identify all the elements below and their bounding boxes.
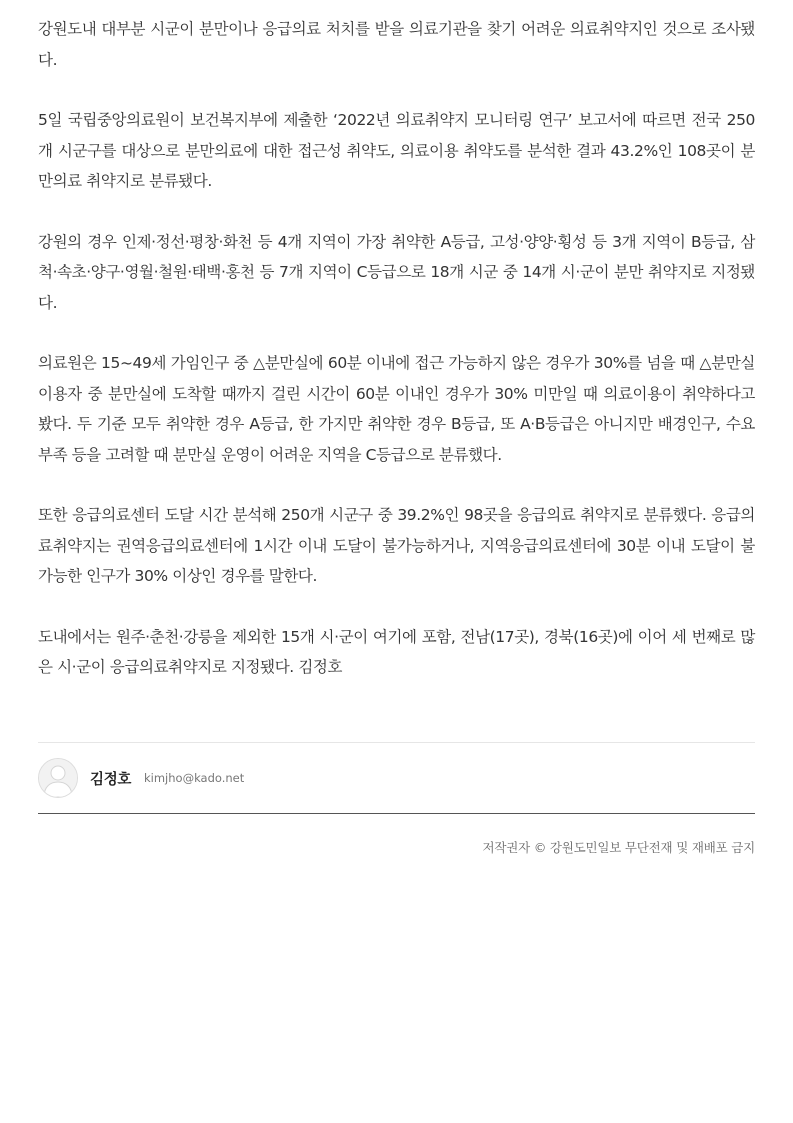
article-paragraph: 5일 국립중앙의료원이 보건복지부에 제출한 ‘2022년 의료취약지 모니터링 연구’ 보고서에 따르면 전국 250개 시군구를 대상으로 분만의료에 대한 접근성 취약도, 의료이용 취약도를 분석한 결과 43.2%인 108곳이 분만의료 취약지로 분류됐다. xyxy=(38,111,755,190)
article-paragraph: 의료원은 15~49세 가임인구 중 △분만실에 60분 이내에 접근 가능하지 않은 경우가 30%를 넘을 때 △분만실 이용자 중 분만실에 도착할 때까지 걸린 시간이 60분 이내인 경우가 30% 미만일 때 의료이용이 취약하다고 봤다. 두 기준 모두 취약한 경우 A등급, 한 가지만 취약한 경우 B등급, 또 A·B등급은 아니지만 배경인구, 수요 부족 등을 고려할 때 분만실 운영이 어려운 지역을 C등급으로 분류했다. xyxy=(38,354,755,464)
article-paragraph: 또한 응급의료센터 도달 시간 분석해 250개 시군구 중 39.2%인 98곳을 응급의료 취약지로 분류했다. 응급의료취약지는 권역응급의료센터에 1시간 이내 도달이 불가능하거나, 지역응급의료센터에 30분 이내 도달이 불가능한 인구가 30% 이상인 경우를 말한다. xyxy=(38,506,755,585)
article-body xyxy=(38,14,755,713)
avatar[interactable] xyxy=(38,758,78,798)
user-silhouette-icon xyxy=(39,759,77,797)
article-paragraph: 도내에서는 원주·춘천·강릉을 제외한 15개 시·군이 여기에 포함, 전남(17곳), 경북(16곳)에 이어 세 번째로 많은 시·군이 응급의료취약지로 지정됐다. 김정호 xyxy=(38,627,755,676)
author-name[interactable]: 김정호 xyxy=(90,772,132,788)
author-email[interactable]: kimjho@kado.net xyxy=(144,771,245,785)
article-paragraph: 강원도내 대부분 시군이 분만이나 응급의료 처치를 받을 의료기관을 찾기 어려운 의료취약지인 것으로 조사됐다. xyxy=(38,20,755,69)
copyright-notice: 저작권자 © 강원도민일보 무단전재 및 재배포 금지 xyxy=(482,840,755,855)
author-byline xyxy=(38,742,755,814)
article-paragraph: 강원의 경우 인제·정선·평창·화천 등 4개 지역이 가장 취약한 A등급, 고성·양양·횡성 등 3개 지역이 B등급, 삼척·속초·양구·영월·철원·태백·홍천 등 7개 지역이 C등급으로 18개 시군 중 14개 시·군이 분만 취약지로 지정됐다. xyxy=(38,232,755,312)
